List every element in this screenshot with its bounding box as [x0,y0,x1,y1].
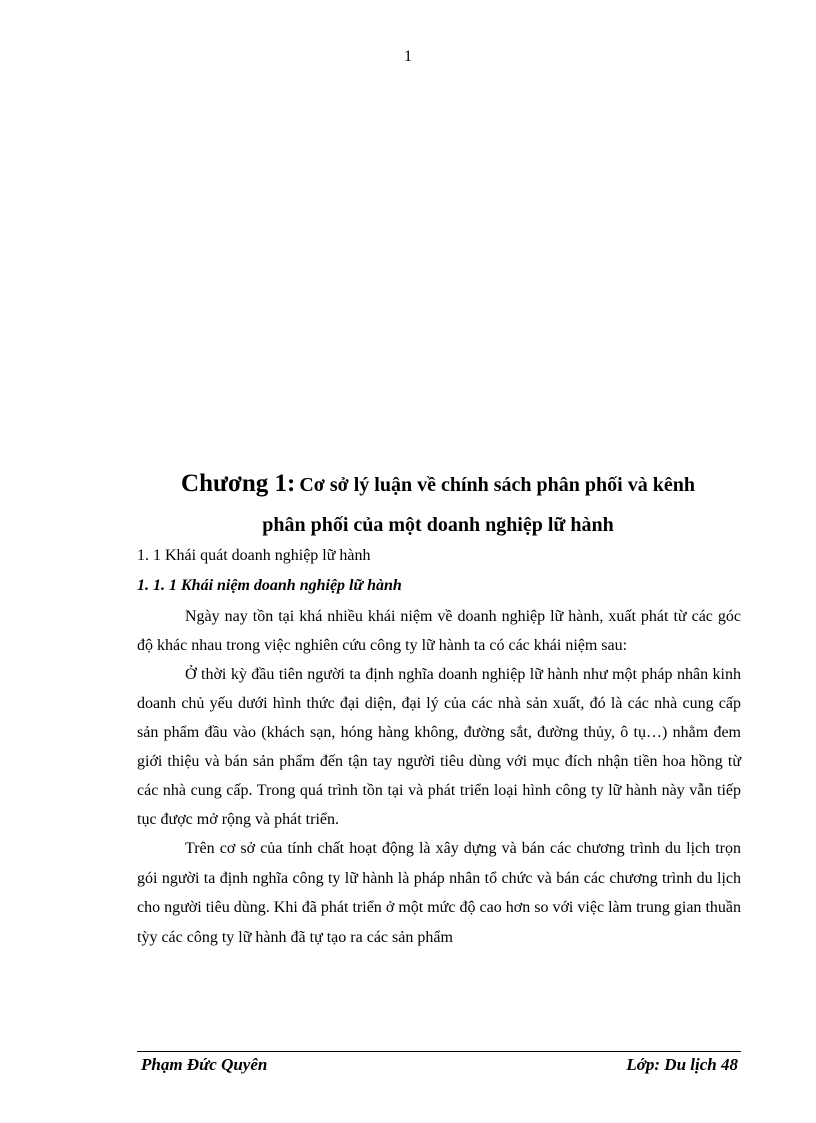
chapter-title-text: Cơ sở lý luận về chính sách phân phối và kênh [299,474,695,496]
chapter-title-line-1 [60,465,816,506]
paragraph-3: Trên cơ sở của tính chất hoạt động là xây dựng và bán các chương trình du lịch trọn gói người ta định nghĩa công ty lữ hành là pháp nhân tổ chức và bán các chương trình du lịch cho người tiêu dùng. Khi đã phát triển ở một mức độ cao hơn so với việc làm trung gian thuần tỳy các công ty lữ hành đã tự tạo ra các sản phẩm [137,840,741,947]
footer-class: Lớp: Du lịch 48 [626,1055,738,1074]
chapter-number: Chương 1: [181,470,296,497]
chapter-title-line-2: phân phối của một doanh nghiệp lữ hành [262,514,614,536]
subsection-heading: 1. 1. 1 Khái niệm doanh nghiệp lữ hành [137,577,402,594]
paragraph-2: Ở thời kỳ đầu tiên người ta định nghĩa doanh nghiệp lữ hành như một pháp nhân kinh doanh chủ yếu dưới hình thức đại diện, đại lý của các nhà sản xuất, đó là các nhà cung cấp sản phẩm đầu vào (khách sạn, hóng hàng không, đường sắt, đường thủy, ô tụ…) nhằm đem giới thiệu và bán sản phẩm đến tận tay người tiêu dùng với mục đích nhận tiền hoa hồng từ các nhà cung cấp. Trong quá trình tồn tại và phát triển loại hình công ty lữ hành này vẫn tiếp tục được mở rộng và phát triển. [137,666,741,828]
footer-divider [137,1051,741,1052]
document-body [137,542,741,953]
footer-author: Phạm Đức Quyên [141,1055,268,1074]
section-heading: 1. 1 Khái quát doanh nghiệp lữ hành [137,547,371,564]
chapter-title [60,465,816,544]
paragraph-1: Ngày nay tồn tại khá nhiều khái niệm về doanh nghiệp lữ hành, xuất phát từ các góc độ khác nhau trong việc nghiên cứu công ty lữ hành ta có các khái niệm sau: [137,608,741,654]
page-number: 1 [404,48,412,65]
